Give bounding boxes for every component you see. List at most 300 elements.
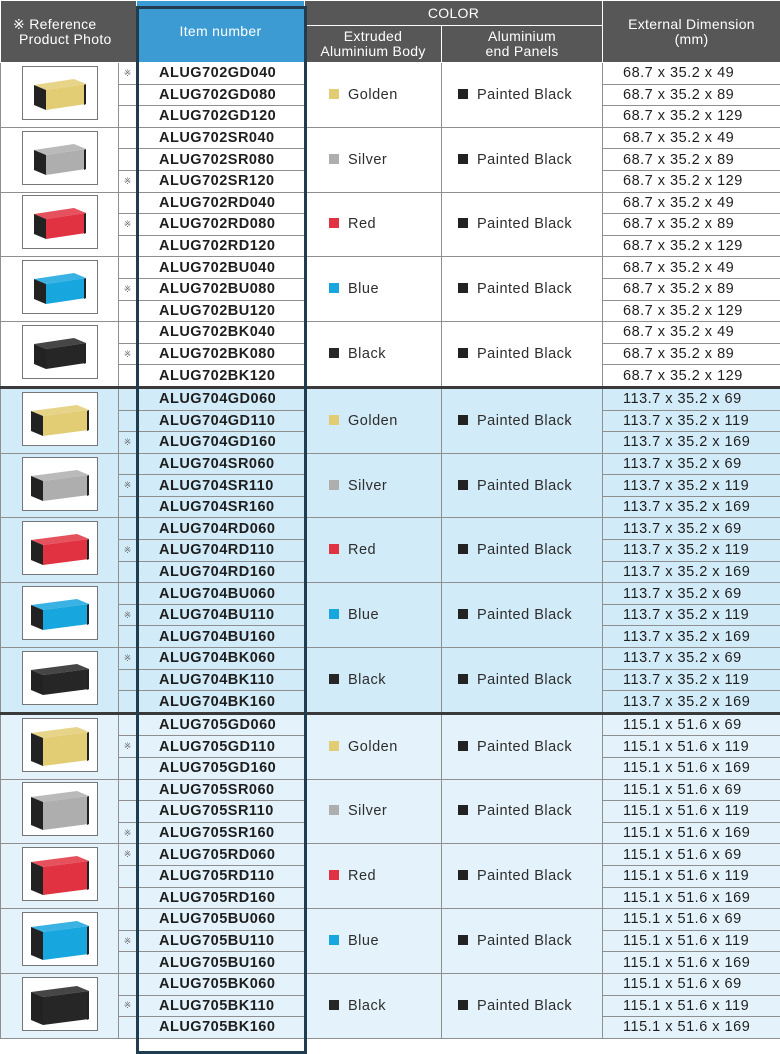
- item-number-cell: ALUG704SR110: [137, 475, 305, 497]
- header-dim-line-1: External Dimension: [628, 15, 755, 32]
- dimension-cell: 113.7 x 35.2 x 119: [603, 475, 780, 497]
- dimension-cell: 113.7 x 35.2 x 169: [603, 691, 780, 714]
- reference-mark-cell: ※: [119, 822, 137, 844]
- dimension-cell: 68.7 x 35.2 x 129: [603, 300, 780, 322]
- color-swatch-icon: [329, 935, 339, 945]
- dimension-cell: 113.7 x 35.2 x 69: [603, 387, 780, 410]
- item-number-cell: ALUG704GD160: [137, 432, 305, 454]
- body-color-cell: [305, 583, 442, 648]
- header-item-number: Item number: [137, 1, 305, 63]
- header-body-line-1: Extruded: [343, 28, 403, 44]
- reference-mark-cell: [119, 887, 137, 909]
- dimension-cell: 68.7 x 35.2 x 129: [603, 235, 780, 257]
- color-swatch-icon: [458, 674, 468, 684]
- dimension-cell: 68.7 x 35.2 x 129: [603, 170, 780, 192]
- item-number-cell: ALUG705BU110: [137, 930, 305, 952]
- reference-mark-cell: [119, 626, 137, 648]
- body-color-label: Blue: [348, 281, 380, 298]
- reference-mark-cell: [119, 300, 137, 322]
- reference-photo-cell: [1, 127, 119, 192]
- dimension-cell: 113.7 x 35.2 x 69: [603, 453, 780, 475]
- dimension-cell: 113.7 x 35.2 x 69: [603, 583, 780, 605]
- black-enclosure-photo: [22, 325, 98, 379]
- item-number-cell: ALUG704RD110: [137, 540, 305, 562]
- black-enclosure-photo: [22, 651, 98, 705]
- body-color-cell: [305, 453, 442, 518]
- table-row: [1, 583, 780, 605]
- item-number-cell: ALUG702BK040: [137, 322, 305, 344]
- reference-mark-cell: ※: [119, 214, 137, 236]
- panel-color-label: Painted Black: [477, 86, 573, 103]
- dimension-cell: 115.1 x 51.6 x 169: [603, 758, 780, 780]
- red-enclosure-photo: [22, 195, 98, 249]
- panel-color-cell: [442, 322, 603, 388]
- gold-enclosure-photo: [22, 392, 98, 446]
- body-color-cell: [305, 648, 442, 714]
- body-color-cell: [305, 63, 442, 128]
- header-photo-line-1: ※ Reference: [13, 15, 97, 32]
- reference-photo-cell: [1, 973, 119, 1038]
- body-color-label: Red: [348, 542, 377, 559]
- item-number-cell: ALUG704SR160: [137, 496, 305, 518]
- dimension-cell: 68.7 x 35.2 x 89: [603, 84, 780, 106]
- dimension-cell: 115.1 x 51.6 x 169: [603, 822, 780, 844]
- table-header: [1, 1, 780, 63]
- enclosure-rear-panel-shape: [87, 410, 89, 431]
- color-swatch-icon: [329, 674, 339, 684]
- reference-mark-cell: ※: [119, 475, 137, 497]
- dimension-cell: 113.7 x 35.2 x 119: [603, 669, 780, 691]
- enclosure-rear-panel-shape: [84, 278, 86, 299]
- panel-color-label: Painted Black: [477, 868, 573, 885]
- item-number-cell: ALUG704GD060: [137, 387, 305, 410]
- table-body: [1, 63, 780, 1039]
- dimension-cell: 68.7 x 35.2 x 49: [603, 63, 780, 85]
- body-color-cell: [305, 257, 442, 322]
- item-number-cell: ALUG702BU040: [137, 257, 305, 279]
- item-number-cell: ALUG705BU160: [137, 952, 305, 974]
- body-color-cell: [305, 322, 442, 388]
- color-swatch-icon: [329, 283, 339, 293]
- item-number-cell: ALUG705RD110: [137, 865, 305, 887]
- body-color-label: Blue: [348, 607, 380, 624]
- body-color-label: Red: [348, 868, 377, 885]
- item-number-cell: ALUG705SR060: [137, 779, 305, 801]
- color-swatch-icon: [329, 805, 339, 815]
- header-body-color: [305, 26, 442, 63]
- reference-mark-cell: [119, 106, 137, 128]
- red-enclosure-photo: [22, 521, 98, 575]
- reference-photo-cell: [1, 779, 119, 844]
- enclosure-rear-panel-shape: [84, 149, 86, 170]
- panel-color-cell: [442, 844, 603, 909]
- item-number-cell: ALUG702SR080: [137, 149, 305, 171]
- reference-mark-cell: [119, 669, 137, 691]
- silver-enclosure-photo: [22, 457, 98, 511]
- panel-color-cell: [442, 192, 603, 257]
- reference-mark-cell: [119, 691, 137, 714]
- panel-color-label: Painted Black: [477, 412, 573, 429]
- panel-color-label: Painted Black: [477, 738, 573, 755]
- item-number-cell: ALUG705BU060: [137, 909, 305, 931]
- reference-photo-cell: [1, 909, 119, 974]
- body-color-label: Black: [348, 997, 386, 1014]
- panel-color-cell: [442, 257, 603, 322]
- panel-color-cell: [442, 973, 603, 1038]
- dimension-cell: 115.1 x 51.6 x 169: [603, 952, 780, 974]
- reference-mark-cell: [119, 496, 137, 518]
- panel-color-label: Painted Black: [477, 607, 573, 624]
- color-swatch-icon: [458, 544, 468, 554]
- body-color-cell: [305, 518, 442, 583]
- enclosure-end-panel-shape: [31, 797, 43, 830]
- dimension-cell: 113.7 x 35.2 x 169: [603, 496, 780, 518]
- dimension-cell: 115.1 x 51.6 x 69: [603, 973, 780, 995]
- item-number-cell: ALUG702RD040: [137, 192, 305, 214]
- color-swatch-icon: [458, 348, 468, 358]
- reference-mark-cell: [119, 453, 137, 475]
- reference-photo-cell: [1, 322, 119, 388]
- color-swatch-icon: [458, 870, 468, 880]
- enclosure-rear-panel-shape: [87, 796, 89, 825]
- dimension-cell: 68.7 x 35.2 x 89: [603, 149, 780, 171]
- reference-mark-cell: [119, 865, 137, 887]
- header-photo-line-2: Product Photo: [19, 30, 112, 47]
- panel-color-cell: [442, 779, 603, 844]
- dimension-cell: 68.7 x 35.2 x 49: [603, 127, 780, 149]
- item-number-cell: ALUG705BK110: [137, 995, 305, 1017]
- reference-photo-cell: [1, 713, 119, 779]
- dimension-cell: 115.1 x 51.6 x 69: [603, 779, 780, 801]
- panel-color-cell: [442, 387, 603, 453]
- gold-enclosure-photo: [22, 66, 98, 120]
- body-color-cell: [305, 779, 442, 844]
- item-number-cell: ALUG704BK060: [137, 648, 305, 670]
- reference-photo-cell: [1, 453, 119, 518]
- enclosure-rear-panel-shape: [87, 604, 89, 625]
- reference-photo-cell: [1, 387, 119, 453]
- dimension-cell: 113.7 x 35.2 x 69: [603, 518, 780, 540]
- item-number-cell: ALUG702RD080: [137, 214, 305, 236]
- table-row: [1, 713, 780, 736]
- reference-mark-cell: [119, 410, 137, 432]
- reference-mark-cell: [119, 973, 137, 995]
- body-color-cell: [305, 387, 442, 453]
- dimension-cell: 115.1 x 51.6 x 169: [603, 1017, 780, 1039]
- reference-mark-cell: ※: [119, 648, 137, 670]
- panel-color-cell: [442, 713, 603, 779]
- dimension-cell: 68.7 x 35.2 x 49: [603, 257, 780, 279]
- reference-mark-cell: ※: [119, 604, 137, 626]
- reference-mark-cell: [119, 235, 137, 257]
- reference-photo-cell: [1, 192, 119, 257]
- reference-mark-cell: [119, 322, 137, 344]
- dimension-cell: 115.1 x 51.6 x 169: [603, 887, 780, 909]
- item-number-cell: ALUG705RD060: [137, 844, 305, 866]
- item-number-cell: ALUG702RD120: [137, 235, 305, 257]
- color-swatch-icon: [458, 89, 468, 99]
- dimension-cell: 115.1 x 51.6 x 119: [603, 995, 780, 1017]
- color-swatch-icon: [458, 218, 468, 228]
- body-color-label: Silver: [348, 151, 388, 168]
- table-row: [1, 63, 780, 85]
- dimension-cell: 68.7 x 35.2 x 129: [603, 106, 780, 128]
- color-swatch-icon: [458, 415, 468, 425]
- enclosure-rear-panel-shape: [87, 539, 89, 560]
- color-swatch-icon: [329, 415, 339, 425]
- panel-color-cell: [442, 909, 603, 974]
- color-swatch-icon: [458, 154, 468, 164]
- enclosure-rear-panel-shape: [87, 732, 89, 761]
- table-row: [1, 973, 780, 995]
- reference-mark-cell: ※: [119, 844, 137, 866]
- reference-mark-cell: [119, 801, 137, 823]
- enclosure-rear-panel-shape: [84, 213, 86, 234]
- reference-mark-cell: [119, 1017, 137, 1039]
- reference-mark-cell: ※: [119, 432, 137, 454]
- body-color-cell: [305, 973, 442, 1038]
- reference-mark-cell: [119, 127, 137, 149]
- enclosure-end-panel-shape: [31, 862, 43, 895]
- dimension-cell: 113.7 x 35.2 x 169: [603, 626, 780, 648]
- item-number-cell: ALUG704BK160: [137, 691, 305, 714]
- reference-mark-cell: ※: [119, 995, 137, 1017]
- color-swatch-icon: [329, 1000, 339, 1010]
- header-dim-line-2: (mm): [674, 30, 709, 47]
- reference-mark-cell: [119, 779, 137, 801]
- color-swatch-icon: [458, 609, 468, 619]
- body-color-label: Silver: [348, 477, 388, 494]
- panel-color-cell: [442, 63, 603, 128]
- color-swatch-icon: [329, 154, 339, 164]
- table-row: [1, 322, 780, 344]
- item-number-cell: ALUG705SR160: [137, 822, 305, 844]
- reference-mark-cell: [119, 84, 137, 106]
- enclosure-end-panel-shape: [31, 733, 43, 766]
- color-swatch-icon: [329, 348, 339, 358]
- body-color-label: Red: [348, 216, 377, 233]
- dimension-cell: 115.1 x 51.6 x 119: [603, 930, 780, 952]
- item-number-cell: ALUG704BU060: [137, 583, 305, 605]
- dimension-cell: 113.7 x 35.2 x 119: [603, 410, 780, 432]
- dimension-cell: 113.7 x 35.2 x 69: [603, 648, 780, 670]
- header-panel-color: [442, 26, 603, 63]
- reference-mark-cell: [119, 583, 137, 605]
- body-color-cell: [305, 127, 442, 192]
- blue-enclosure-photo: [22, 260, 98, 314]
- item-number-cell: ALUG705GD060: [137, 713, 305, 736]
- table-row: [1, 844, 780, 866]
- body-color-cell: [305, 844, 442, 909]
- color-swatch-icon: [329, 480, 339, 490]
- dimension-cell: 115.1 x 51.6 x 69: [603, 844, 780, 866]
- dimension-cell: 68.7 x 35.2 x 89: [603, 278, 780, 300]
- reference-mark-cell: ※: [119, 63, 137, 85]
- reference-mark-cell: ※: [119, 343, 137, 365]
- header-panel-line-1: Aluminium: [487, 28, 557, 44]
- body-color-cell: [305, 713, 442, 779]
- color-swatch-icon: [458, 480, 468, 490]
- dimension-cell: 113.7 x 35.2 x 119: [603, 540, 780, 562]
- enclosure-rear-panel-shape: [84, 343, 86, 364]
- panel-color-label: Painted Black: [477, 933, 573, 950]
- panel-color-cell: [442, 453, 603, 518]
- item-number-cell: ALUG704RD160: [137, 561, 305, 583]
- item-number-cell: ALUG702BU120: [137, 300, 305, 322]
- color-swatch-icon: [329, 218, 339, 228]
- dimension-cell: 115.1 x 51.6 x 119: [603, 801, 780, 823]
- table-row: [1, 192, 780, 214]
- color-swatch-icon: [458, 1000, 468, 1010]
- reference-mark-cell: [119, 561, 137, 583]
- reference-mark-cell: ※: [119, 170, 137, 192]
- reference-photo-cell: [1, 844, 119, 909]
- body-color-cell: [305, 909, 442, 974]
- panel-color-label: Painted Black: [477, 803, 573, 820]
- body-color-label: Golden: [348, 738, 398, 755]
- reference-photo-cell: [1, 518, 119, 583]
- panel-color-label: Painted Black: [477, 346, 573, 363]
- dimension-cell: 68.7 x 35.2 x 129: [603, 365, 780, 388]
- enclosure-rear-panel-shape: [87, 926, 89, 955]
- header-external-dimension: [603, 1, 780, 63]
- panel-color-cell: [442, 648, 603, 714]
- item-number-cell: ALUG702SR120: [137, 170, 305, 192]
- color-swatch-icon: [329, 870, 339, 880]
- dimension-cell: 115.1 x 51.6 x 69: [603, 713, 780, 736]
- enclosure-rear-panel-shape: [87, 669, 89, 690]
- dimension-cell: 113.7 x 35.2 x 169: [603, 432, 780, 454]
- item-number-cell: ALUG704BU160: [137, 626, 305, 648]
- panel-color-cell: [442, 583, 603, 648]
- dimension-cell: 68.7 x 35.2 x 89: [603, 214, 780, 236]
- color-swatch-icon: [458, 741, 468, 751]
- reference-mark-cell: [119, 149, 137, 171]
- reference-photo-cell: [1, 63, 119, 128]
- blue-enclosure-photo: [22, 912, 98, 966]
- reference-mark-cell: [119, 257, 137, 279]
- item-number-cell: ALUG704BK110: [137, 669, 305, 691]
- reference-photo-cell: [1, 583, 119, 648]
- item-number-cell: ALUG705GD110: [137, 736, 305, 758]
- item-number-cell: ALUG704SR060: [137, 453, 305, 475]
- header-color: COLOR: [305, 1, 603, 26]
- panel-color-label: Painted Black: [477, 216, 573, 233]
- color-swatch-icon: [329, 544, 339, 554]
- item-number-cell: ALUG705RD160: [137, 887, 305, 909]
- enclosure-rear-panel-shape: [87, 861, 89, 890]
- panel-color-label: Painted Black: [477, 997, 573, 1014]
- item-number-cell: ALUG702SR040: [137, 127, 305, 149]
- dimension-cell: 113.7 x 35.2 x 119: [603, 604, 780, 626]
- silver-enclosure-photo: [22, 782, 98, 836]
- body-color-label: Golden: [348, 412, 398, 429]
- reference-mark-cell: [119, 387, 137, 410]
- reference-mark-cell: ※: [119, 540, 137, 562]
- red-enclosure-photo: [22, 847, 98, 901]
- table-row: [1, 257, 780, 279]
- item-number-cell: ALUG705SR110: [137, 801, 305, 823]
- panel-color-label: Painted Black: [477, 477, 573, 494]
- color-swatch-icon: [458, 935, 468, 945]
- panel-color-cell: [442, 127, 603, 192]
- reference-mark-cell: [119, 192, 137, 214]
- item-number-cell: ALUG705BK060: [137, 973, 305, 995]
- silver-enclosure-photo: [22, 131, 98, 185]
- item-number-cell: ALUG702GD120: [137, 106, 305, 128]
- enclosure-rear-panel-shape: [87, 475, 89, 496]
- header-reference-photo: [1, 1, 137, 63]
- enclosure-rear-panel-shape: [87, 991, 89, 1020]
- dimension-cell: 68.7 x 35.2 x 89: [603, 343, 780, 365]
- table-row: [1, 453, 780, 475]
- color-swatch-icon: [329, 89, 339, 99]
- enclosure-rear-panel-shape: [84, 84, 86, 105]
- reference-mark-cell: [119, 758, 137, 780]
- header-body-line-2: Aluminium Body: [320, 43, 426, 59]
- table-row: [1, 648, 780, 670]
- body-color-label: Golden: [348, 86, 398, 103]
- dimension-cell: 115.1 x 51.6 x 69: [603, 909, 780, 931]
- header-panel-line-2: end Panels: [485, 43, 559, 59]
- item-number-cell: ALUG702GD080: [137, 84, 305, 106]
- reference-mark-cell: [119, 518, 137, 540]
- dimension-cell: 115.1 x 51.6 x 119: [603, 865, 780, 887]
- item-number-cell: ALUG702BK120: [137, 365, 305, 388]
- black-enclosure-photo: [22, 977, 98, 1031]
- reference-mark-cell: ※: [119, 930, 137, 952]
- reference-mark-cell: [119, 713, 137, 736]
- table-row: [1, 909, 780, 931]
- reference-mark-cell: [119, 909, 137, 931]
- panel-color-label: Painted Black: [477, 281, 573, 298]
- reference-photo-cell: [1, 257, 119, 322]
- table-row: [1, 518, 780, 540]
- dimension-cell: 68.7 x 35.2 x 49: [603, 322, 780, 344]
- color-swatch-icon: [458, 283, 468, 293]
- color-swatch-icon: [329, 609, 339, 619]
- item-number-cell: ALUG702BU080: [137, 278, 305, 300]
- blue-enclosure-photo: [22, 586, 98, 640]
- item-number-cell: ALUG705GD160: [137, 758, 305, 780]
- item-number-cell: ALUG705BK160: [137, 1017, 305, 1039]
- item-number-cell: ALUG704GD110: [137, 410, 305, 432]
- color-swatch-icon: [458, 805, 468, 815]
- body-color-label: Black: [348, 671, 386, 688]
- dimension-cell: 68.7 x 35.2 x 49: [603, 192, 780, 214]
- table-row: [1, 779, 780, 801]
- item-number-cell: ALUG704RD060: [137, 518, 305, 540]
- table-row: [1, 387, 780, 410]
- enclosure-end-panel-shape: [31, 992, 43, 1025]
- item-number-cell: ALUG702BK080: [137, 343, 305, 365]
- enclosure-end-panel-shape: [31, 927, 43, 960]
- item-number-cell: ALUG702GD040: [137, 63, 305, 85]
- panel-color-label: Painted Black: [477, 151, 573, 168]
- dimension-cell: 115.1 x 51.6 x 119: [603, 736, 780, 758]
- reference-mark-cell: [119, 365, 137, 388]
- body-color-cell: [305, 192, 442, 257]
- body-color-label: Silver: [348, 803, 388, 820]
- panel-color-label: Painted Black: [477, 671, 573, 688]
- gold-enclosure-photo: [22, 718, 98, 772]
- color-swatch-icon: [329, 741, 339, 751]
- panel-color-label: Painted Black: [477, 542, 573, 559]
- table-row: [1, 127, 780, 149]
- reference-mark-cell: [119, 952, 137, 974]
- reference-mark-cell: ※: [119, 736, 137, 758]
- body-color-label: Black: [348, 346, 386, 363]
